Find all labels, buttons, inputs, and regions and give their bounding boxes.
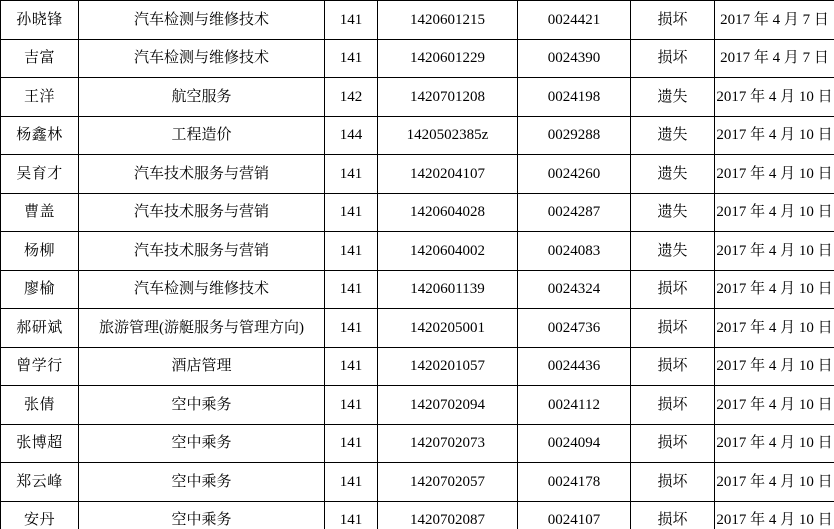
cell-card-no: 0024260 bbox=[518, 155, 631, 194]
table-row bbox=[1, 270, 834, 309]
cell-class-no: 141 bbox=[325, 1, 378, 40]
cell-card-no: 0029288 bbox=[518, 116, 631, 155]
cell-major: 汽车检测与维修技术 bbox=[79, 1, 325, 40]
cell-student-name: 郑云峰 bbox=[1, 463, 79, 502]
table-row bbox=[1, 386, 834, 425]
cell-student-name: 王洋 bbox=[1, 78, 79, 117]
cell-student-name: 吴育才 bbox=[1, 155, 79, 194]
cell-date: 2017 年 4 月 10 日 bbox=[715, 424, 834, 463]
table-row bbox=[1, 193, 834, 232]
cell-student-id: 1420205001 bbox=[378, 309, 518, 348]
table-row bbox=[1, 78, 834, 117]
cell-class-no: 141 bbox=[325, 155, 378, 194]
cell-student-name: 孙晓锋 bbox=[1, 1, 79, 40]
cell-card-no: 0024107 bbox=[518, 501, 631, 529]
table-row bbox=[1, 501, 834, 529]
cell-student-id: 1420702057 bbox=[378, 463, 518, 502]
table-row bbox=[1, 1, 834, 40]
cell-student-id: 1420201057 bbox=[378, 347, 518, 386]
cell-status: 损坏 bbox=[631, 463, 715, 502]
cell-status: 遗失 bbox=[631, 155, 715, 194]
cell-class-no: 141 bbox=[325, 501, 378, 529]
cell-date: 2017 年 4 月 10 日 bbox=[715, 501, 834, 529]
cell-student-name: 杨柳 bbox=[1, 232, 79, 271]
cell-card-no: 0024421 bbox=[518, 1, 631, 40]
cell-date: 2017 年 4 月 7 日 bbox=[715, 39, 834, 78]
cell-date: 2017 年 4 月 10 日 bbox=[715, 116, 834, 155]
table-row bbox=[1, 347, 834, 386]
cell-student-id: 1420204107 bbox=[378, 155, 518, 194]
cell-date: 2017 年 4 月 10 日 bbox=[715, 193, 834, 232]
cell-class-no: 141 bbox=[325, 424, 378, 463]
cell-student-id: 1420604002 bbox=[378, 232, 518, 271]
cell-student-name: 杨鑫林 bbox=[1, 116, 79, 155]
cell-student-id: 1420701208 bbox=[378, 78, 518, 117]
cell-major: 空中乘务 bbox=[79, 501, 325, 529]
cell-student-name: 曾学行 bbox=[1, 347, 79, 386]
cell-date: 2017 年 4 月 10 日 bbox=[715, 386, 834, 425]
cell-status: 损坏 bbox=[631, 347, 715, 386]
table-row bbox=[1, 232, 834, 271]
cell-status: 损坏 bbox=[631, 501, 715, 529]
cell-major: 汽车技术服务与营销 bbox=[79, 155, 325, 194]
cell-status: 损坏 bbox=[631, 39, 715, 78]
cell-major: 汽车检测与维修技术 bbox=[79, 270, 325, 309]
cell-status: 损坏 bbox=[631, 424, 715, 463]
cell-student-id: 1420702094 bbox=[378, 386, 518, 425]
cell-major: 汽车技术服务与营销 bbox=[79, 193, 325, 232]
table-row bbox=[1, 116, 834, 155]
cell-status: 损坏 bbox=[631, 270, 715, 309]
cell-student-id: 1420601229 bbox=[378, 39, 518, 78]
table-row bbox=[1, 463, 834, 502]
cell-major: 汽车检测与维修技术 bbox=[79, 39, 325, 78]
cell-card-no: 0024736 bbox=[518, 309, 631, 348]
cell-status: 遗失 bbox=[631, 78, 715, 117]
cell-major: 工程造价 bbox=[79, 116, 325, 155]
cell-status: 损坏 bbox=[631, 386, 715, 425]
cell-card-no: 0024390 bbox=[518, 39, 631, 78]
cell-student-name: 曹盖 bbox=[1, 193, 79, 232]
cell-student-name: 张博超 bbox=[1, 424, 79, 463]
cell-status: 遗失 bbox=[631, 116, 715, 155]
cell-student-name: 廖榆 bbox=[1, 270, 79, 309]
cell-card-no: 0024112 bbox=[518, 386, 631, 425]
cell-student-id: 1420702073 bbox=[378, 424, 518, 463]
cell-card-no: 0024178 bbox=[518, 463, 631, 502]
cell-card-no: 0024198 bbox=[518, 78, 631, 117]
table-row bbox=[1, 155, 834, 194]
cell-status: 遗失 bbox=[631, 232, 715, 271]
cell-card-no: 0024287 bbox=[518, 193, 631, 232]
cell-date: 2017 年 4 月 10 日 bbox=[715, 347, 834, 386]
cell-major: 空中乘务 bbox=[79, 424, 325, 463]
cell-student-id: 1420702087 bbox=[378, 501, 518, 529]
cell-class-no: 141 bbox=[325, 463, 378, 502]
cell-student-name: 张倩 bbox=[1, 386, 79, 425]
cell-major: 酒店管理 bbox=[79, 347, 325, 386]
cell-date: 2017 年 4 月 7 日 bbox=[715, 1, 834, 40]
cell-student-id: 1420604028 bbox=[378, 193, 518, 232]
cell-major: 空中乘务 bbox=[79, 386, 325, 425]
cell-class-no: 141 bbox=[325, 347, 378, 386]
cell-date: 2017 年 4 月 10 日 bbox=[715, 463, 834, 502]
cell-major: 空中乘务 bbox=[79, 463, 325, 502]
cell-class-no: 141 bbox=[325, 232, 378, 271]
cell-student-id: 1420601215 bbox=[378, 1, 518, 40]
table-row bbox=[1, 39, 834, 78]
cell-major: 汽车技术服务与营销 bbox=[79, 232, 325, 271]
cell-date: 2017 年 4 月 10 日 bbox=[715, 270, 834, 309]
cell-date: 2017 年 4 月 10 日 bbox=[715, 155, 834, 194]
cell-card-no: 0024083 bbox=[518, 232, 631, 271]
cell-major: 旅游管理(游艇服务与管理方向) bbox=[79, 309, 325, 348]
cell-class-no: 141 bbox=[325, 309, 378, 348]
cell-student-id: 1420601139 bbox=[378, 270, 518, 309]
table-body bbox=[1, 1, 834, 529]
cell-card-no: 0024324 bbox=[518, 270, 631, 309]
cell-status: 损坏 bbox=[631, 309, 715, 348]
cell-card-no: 0024436 bbox=[518, 347, 631, 386]
cell-class-no: 141 bbox=[325, 39, 378, 78]
cell-major: 航空服务 bbox=[79, 78, 325, 117]
cell-class-no: 141 bbox=[325, 386, 378, 425]
table-row bbox=[1, 309, 834, 348]
cell-student-name: 郝研斌 bbox=[1, 309, 79, 348]
cell-class-no: 144 bbox=[325, 116, 378, 155]
cell-card-no: 0024094 bbox=[518, 424, 631, 463]
cell-student-name: 吉富 bbox=[1, 39, 79, 78]
cell-class-no: 141 bbox=[325, 270, 378, 309]
cell-date: 2017 年 4 月 10 日 bbox=[715, 232, 834, 271]
cell-class-no: 141 bbox=[325, 193, 378, 232]
cell-status: 遗失 bbox=[631, 193, 715, 232]
table-row bbox=[1, 424, 834, 463]
cell-student-id: 1420502385z bbox=[378, 116, 518, 155]
cell-status: 损坏 bbox=[631, 1, 715, 40]
cell-date: 2017 年 4 月 10 日 bbox=[715, 78, 834, 117]
cell-date: 2017 年 4 月 10 日 bbox=[715, 309, 834, 348]
cell-student-name: 安丹 bbox=[1, 501, 79, 529]
cell-class-no: 142 bbox=[325, 78, 378, 117]
